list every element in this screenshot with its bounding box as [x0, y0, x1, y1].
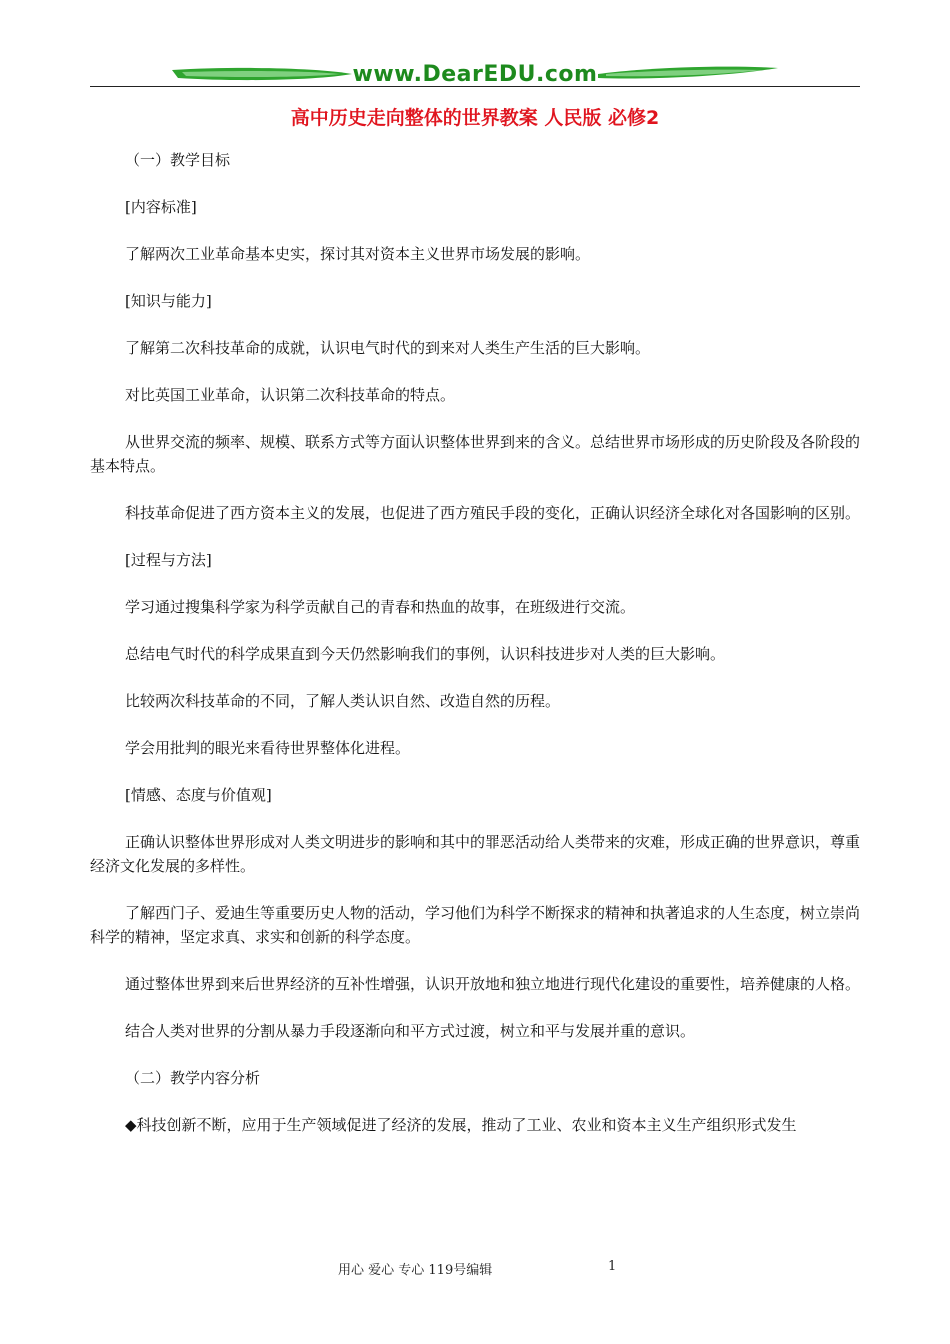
page-number: 1 — [608, 1259, 617, 1274]
paragraph: 科技革命促进了西方资本主义的发展，也促进了西方殖民手段的变化，正确认识经济全球化对各国影响的区别。 — [125, 504, 861, 522]
document-title: 高中历史走向整体的世界教案 人民版 必修2 — [290, 107, 660, 129]
paragraph: 结合人类对世界的分割从暴力手段逐渐向和平方式过渡，树立和平与发展并重的意识。 — [125, 1022, 696, 1040]
paragraph: （一）教学目标 — [125, 151, 231, 169]
paragraph: 从世界交流的频率、规模、联系方式等方面认识整体世界到来的含义。总结世界市场形成的历史阶段及各阶段的基本特点。 — [90, 433, 861, 475]
document-body — [90, 148, 860, 1137]
paragraph: 总结电气时代的科学成果直到今天仍然影响我们的事例，认识科技进步对人类的巨大影响。 — [125, 645, 726, 663]
paragraph: [知识与能力] — [125, 292, 212, 310]
paragraph: 通过整体世界到来后世界经济的互补性增强，认识开放地和独立地进行现代化建设的重要性，培养健康的人格。 — [125, 975, 861, 993]
paragraph: 了解两次工业革命基本史实，探讨其对资本主义世界市场发展的影响。 — [125, 245, 591, 263]
site-logo-text[interactable]: www.DearEDU.com — [352, 62, 598, 87]
paragraph: 对比英国工业革命，认识第二次科技革命的特点。 — [125, 386, 456, 404]
paragraph: [情感、态度与价值观] — [125, 786, 272, 804]
footer-note: 用心 爱心 专心 119号编辑 — [338, 1263, 493, 1278]
header-divider — [90, 86, 860, 87]
paragraph: [过程与方法] — [125, 551, 212, 569]
paragraph: 学会用批判的眼光来看待世界整体化进程。 — [125, 739, 411, 757]
paragraph: [内容标准] — [125, 198, 197, 216]
paragraph: （二）教学内容分析 — [125, 1069, 261, 1087]
paragraph: 学习通过搜集科学家为科学贡献自己的青春和热血的故事，在班级进行交流。 — [125, 598, 636, 616]
paragraph: 了解西门子、爱迪生等重要历史人物的活动，学习他们为科学不断探求的精神和执著追求的人生态度，树立崇尚科学的精神，坚定求真、求实和创新的科学态度。 — [90, 904, 861, 946]
paragraph: ◆科技创新不断，应用于生产领域促进了经济的发展，推动了工业、农业和资本主义生产组织形式发生 — [125, 1116, 797, 1134]
paragraph: 正确认识整体世界形成对人类文明进步的影响和其中的罪恶活动给人类带来的灾难，形成正确的世界意识，尊重经济文化发展的多样性。 — [90, 833, 861, 875]
paragraph: 比较两次科技革命的不同，了解人类认识自然、改造自然的历程。 — [125, 692, 561, 710]
paragraph: 了解第二次科技革命的成就，认识电气时代的到来对人类生产生活的巨大影响。 — [125, 339, 651, 357]
